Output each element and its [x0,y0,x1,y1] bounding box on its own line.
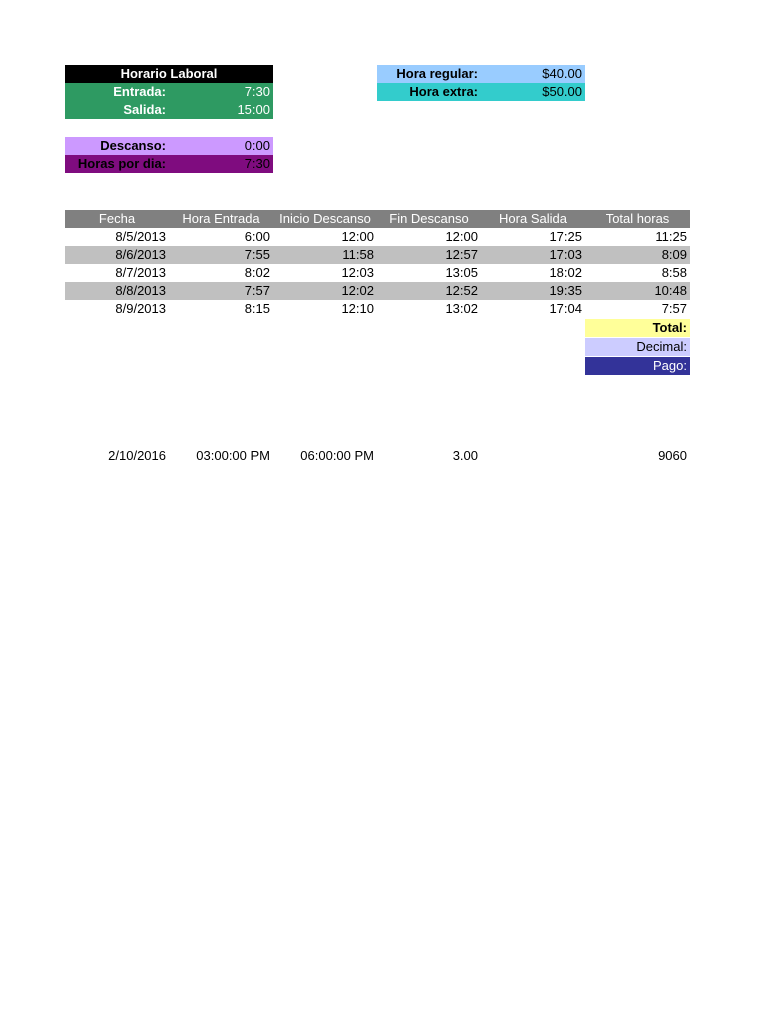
cell-fin-descanso[interactable]: 12:52 [445,283,478,298]
cell-hora-entrada[interactable]: 7:55 [244,247,270,262]
cell-fin-descanso[interactable]: 13:02 [445,301,478,316]
column-header-hora-entrada[interactable]: Hora Entrada [182,211,260,226]
table-row [65,246,690,264]
pago-label[interactable]: Pago: [585,357,690,375]
cell-total-horas[interactable]: 11:25 [655,229,687,244]
cell-inicio-descanso[interactable]: 11:58 [342,247,374,262]
column-header-hora-salida[interactable]: Hora Salida [499,211,567,226]
cell-hora-salida[interactable]: 17:25 [549,229,582,244]
descanso-value[interactable]: 0:00 [169,137,273,155]
salida-label[interactable]: Salida: [65,101,169,119]
entrada-value[interactable]: 7:30 [169,83,273,101]
extra-hours-cell[interactable]: 3.00 [452,448,478,463]
cell-inicio-descanso[interactable]: 12:02 [341,283,374,298]
extra-start-cell[interactable]: 03:00:00 PM [196,448,270,463]
table-row [65,282,690,300]
cell-inicio-descanso[interactable]: 12:10 [341,301,374,316]
extra-date-cell[interactable]: 2/10/2016 [108,448,166,463]
cell-inicio-descanso[interactable]: 12:03 [341,265,374,280]
cell-hora-entrada[interactable]: 8:15 [244,301,270,316]
extra-value-cell[interactable]: 9060 [658,448,687,463]
cell-hora-entrada[interactable]: 7:57 [244,283,270,298]
table-row [65,228,690,246]
decimal-label[interactable]: Decimal: [585,338,690,356]
cell-fecha[interactable]: 8/7/2013 [115,265,166,280]
hora-extra-value[interactable]: $50.00 [481,83,585,101]
total-label[interactable]: Total: [585,319,690,337]
cell-inicio-descanso[interactable]: 12:00 [341,229,374,244]
table-header [65,210,690,228]
horas-por-dia-value[interactable]: 7:30 [169,155,273,173]
cell-fecha[interactable]: 8/8/2013 [115,283,166,298]
hora-regular-value[interactable]: $40.00 [481,65,585,83]
cell-hora-entrada[interactable]: 8:02 [244,265,270,280]
cell-fecha[interactable]: 8/9/2013 [115,301,166,316]
cell-hora-salida[interactable]: 19:35 [549,283,582,298]
column-header-fecha[interactable]: Fecha [98,211,136,226]
schedule-header[interactable]: Horario Laboral [65,65,273,83]
cell-fecha[interactable]: 8/6/2013 [115,247,166,262]
table-row [65,264,690,282]
cell-total-horas[interactable]: 8:58 [661,265,687,280]
cell-fin-descanso[interactable]: 13:05 [445,265,478,280]
column-header-fin-descanso[interactable]: Fin Descanso [389,211,469,226]
entrada-label[interactable]: Entrada: [65,83,169,101]
extra-row [65,447,690,465]
cell-total-horas[interactable]: 8:09 [661,247,687,262]
cell-total-horas[interactable]: 7:57 [661,301,687,316]
cell-hora-salida[interactable]: 18:02 [549,265,582,280]
column-header-inicio-descanso[interactable]: Inicio Descanso [279,211,371,226]
descanso-label[interactable]: Descanso: [65,137,169,155]
cell-fecha[interactable]: 8/5/2013 [115,229,166,244]
column-header-total-horas[interactable]: Total horas [605,211,670,226]
hora-regular-label[interactable]: Hora regular: [377,65,481,83]
cell-fin-descanso[interactable]: 12:57 [445,247,478,262]
table-row [65,300,690,318]
horas-por-dia-label[interactable]: Horas por dia: [65,155,169,173]
cell-hora-salida[interactable]: 17:04 [549,301,582,316]
cell-hora-entrada[interactable]: 6:00 [244,229,270,244]
hora-extra-label[interactable]: Hora extra: [377,83,481,101]
cell-hora-salida[interactable]: 17:03 [549,247,582,262]
extra-end-cell[interactable]: 06:00:00 PM [300,448,374,463]
cell-fin-descanso[interactable]: 12:00 [445,229,478,244]
cell-total-horas[interactable]: 10:48 [654,283,687,298]
salida-value[interactable]: 15:00 [169,101,273,119]
